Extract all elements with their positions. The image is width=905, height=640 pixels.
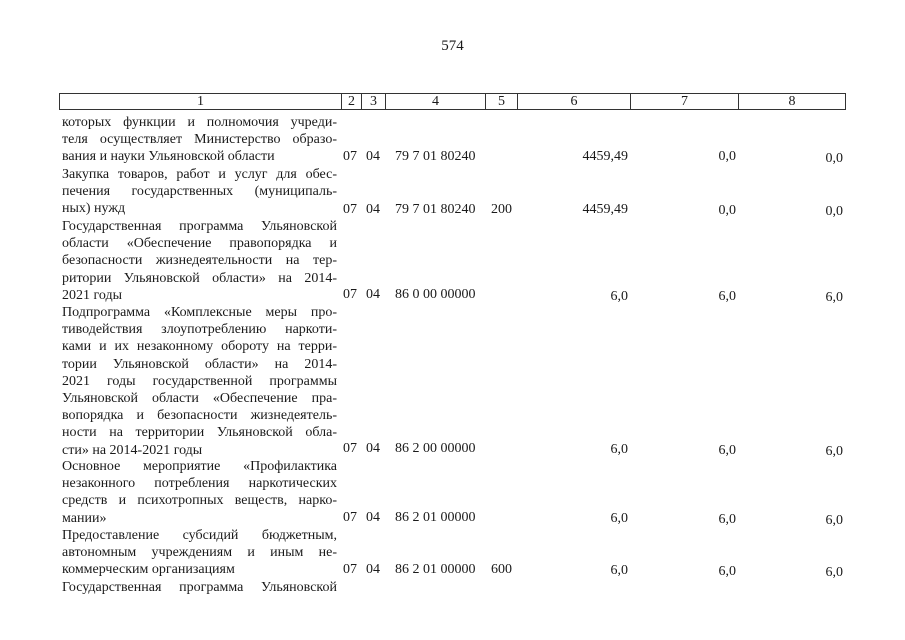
cell-col-7: 6,0 xyxy=(718,512,736,527)
desc-line: коммерческим организациям xyxy=(62,562,235,578)
table-header xyxy=(59,93,846,110)
header-col-3: 3 xyxy=(362,94,386,109)
desc-line: Предоставление субсидий бюджетным, xyxy=(62,528,337,543)
desc-line: вания и науки Ульяновской области xyxy=(62,149,275,165)
row-description xyxy=(62,166,337,218)
desc-line: тории Ульяновской области» на 2014- xyxy=(62,356,337,372)
row-description xyxy=(62,304,337,459)
cell-col-2: 07 xyxy=(343,510,357,525)
desc-line: Подпрограмма «Комплексные меры про- xyxy=(62,305,337,320)
desc-line: Закупка товаров, работ и услуг для обес- xyxy=(62,167,337,182)
row-description xyxy=(62,114,337,166)
header-col-7: 7 xyxy=(631,94,739,109)
header-col-2: 2 xyxy=(342,94,362,109)
cell-col-2: 07 xyxy=(343,202,357,217)
row-description xyxy=(62,458,337,527)
cell-col-2: 07 xyxy=(343,149,357,164)
cell-col-4: 79 7 01 80240 xyxy=(395,202,476,217)
desc-line: которых функции и полномочия учреди- xyxy=(62,115,337,130)
desc-line: 2021 годы государственной программы xyxy=(62,373,337,389)
header-col-4: 4 xyxy=(386,94,486,109)
header-col-1: 1 xyxy=(60,94,342,109)
cell-col-7: 0,0 xyxy=(718,149,736,164)
desc-line: вопорядка и безопасности жизнедеятель- xyxy=(62,408,337,424)
cell-col-6: 4459,49 xyxy=(582,149,628,164)
cell-col-3: 04 xyxy=(366,287,380,302)
header-col-6: 6 xyxy=(518,94,631,109)
cell-col-8: 0,0 xyxy=(825,204,843,219)
header-col-5: 5 xyxy=(486,94,518,109)
desc-line: Ульяновской области «Обеспечение пра- xyxy=(62,391,337,407)
desc-line: ных) нужд xyxy=(62,201,126,217)
row-description xyxy=(62,527,337,579)
page-number: 574 xyxy=(441,38,464,54)
cell-col-6: 6,0 xyxy=(610,289,628,304)
cell-col-4: 86 2 00 00000 xyxy=(395,441,476,456)
cell-col-4: 79 7 01 80240 xyxy=(395,149,476,164)
desc-line: ками и их незаконному обороту на терри- xyxy=(62,339,337,355)
cell-col-4: 86 0 00 00000 xyxy=(395,287,476,302)
cell-col-8: 6,0 xyxy=(825,290,843,305)
desc-line: безопасности жизнедеятельности на тер- xyxy=(62,253,337,269)
cell-col-8: 6,0 xyxy=(825,565,843,580)
cell-col-8: 6,0 xyxy=(825,513,843,528)
desc-line: незаконного потребления наркотических xyxy=(62,476,337,492)
cell-col-3: 04 xyxy=(366,149,380,164)
cell-col-2: 07 xyxy=(343,441,357,456)
cell-col-2: 07 xyxy=(343,562,357,577)
desc-line: средств и психотропных веществ, нарко- xyxy=(62,493,337,509)
desc-line: теля осуществляет Министерство образо- xyxy=(62,132,337,148)
desc-line: мании» xyxy=(62,510,107,526)
desc-line: тиводействия злоупотреблению наркоти- xyxy=(62,322,337,338)
cell-col-7: 0,0 xyxy=(718,203,736,218)
desc-line: Государственная программа Ульяновской xyxy=(62,580,337,595)
cell-col-3: 04 xyxy=(366,562,380,577)
cell-col-2: 07 xyxy=(343,287,357,302)
desc-line: 2021 годы xyxy=(62,287,123,303)
cell-col-7: 6,0 xyxy=(718,443,736,458)
cell-col-6: 6,0 xyxy=(610,563,628,578)
desc-line: Основное мероприятие «Профилактика xyxy=(62,459,337,474)
cell-col-4: 86 2 01 00000 xyxy=(395,510,476,525)
cell-col-7: 6,0 xyxy=(718,289,736,304)
desc-line: области «Обеспечение правопорядка и xyxy=(62,236,337,252)
cell-col-3: 04 xyxy=(366,202,380,217)
cell-col-7: 6,0 xyxy=(718,564,736,579)
desc-line: ности на территории Ульяновской обла- xyxy=(62,425,337,441)
cell-col-8: 0,0 xyxy=(825,151,843,166)
desc-line: ритории Ульяновской области» на 2014- xyxy=(62,270,337,286)
header-col-8: 8 xyxy=(788,94,796,109)
desc-line: сти» на 2014-2021 годы xyxy=(62,442,203,458)
desc-line: Государственная программа Ульяновской xyxy=(62,219,337,234)
cell-col-3: 04 xyxy=(366,441,380,456)
cell-col-3: 04 xyxy=(366,510,380,525)
cell-col-5: 600 xyxy=(491,562,512,577)
cell-col-5: 200 xyxy=(491,202,512,217)
cell-col-4: 86 2 01 00000 xyxy=(395,562,476,577)
desc-line: печения государственных (муниципаль- xyxy=(62,184,337,200)
cell-col-8: 6,0 xyxy=(825,444,843,459)
row-description xyxy=(62,579,337,596)
row-description xyxy=(62,218,337,304)
cell-col-6: 6,0 xyxy=(610,511,628,526)
cell-col-6: 4459,49 xyxy=(582,202,628,217)
desc-line: автономным учреждениям и иным не- xyxy=(62,545,337,561)
cell-col-6: 6,0 xyxy=(610,442,628,457)
